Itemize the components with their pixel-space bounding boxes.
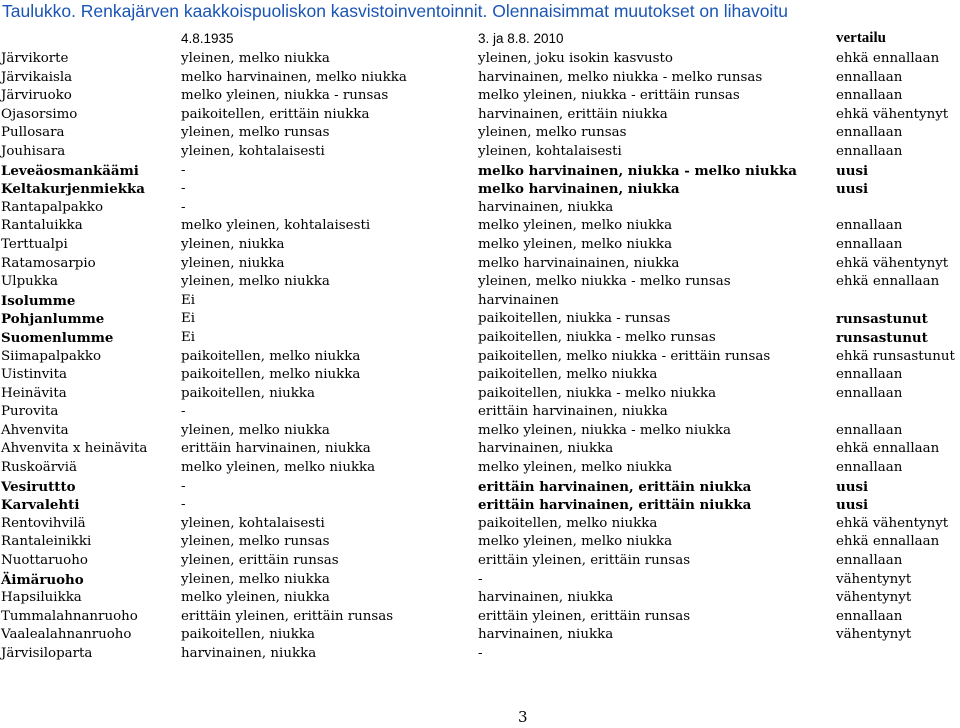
comparison-value: vähentynyt bbox=[836, 571, 912, 587]
table-row bbox=[0, 626, 960, 645]
status-1935: melko yleinen, melko niukka bbox=[181, 460, 376, 476]
status-1935: harvinainen, niukka bbox=[181, 646, 317, 661]
status-2010: melko yleinen, melko niukka bbox=[478, 460, 673, 476]
status-1935: erittäin harvinainen, niukka bbox=[181, 441, 371, 457]
header-2010: 3. ja 8.8. 2010 bbox=[478, 31, 564, 46]
status-1935: - bbox=[181, 181, 186, 197]
comparison-value: ehkä vähentynyt bbox=[836, 515, 949, 531]
status-1935: melko yleinen, kohtalaisesti bbox=[181, 218, 371, 234]
status-2010: harvinainen, niukka bbox=[478, 441, 614, 457]
comparison-value: ehkä vähentynyt bbox=[836, 106, 949, 122]
status-1935: paikoitellen, melko niukka bbox=[181, 348, 361, 364]
table-row bbox=[0, 87, 960, 106]
comparison-value: ehkä ennallaan bbox=[836, 441, 940, 457]
table-row bbox=[0, 329, 960, 348]
status-1935: - bbox=[181, 497, 186, 513]
species-name: Vesiruttto bbox=[1, 478, 76, 495]
table-row bbox=[0, 589, 960, 608]
status-2010: melko yleinen, melko niukka bbox=[478, 218, 673, 234]
table-row bbox=[0, 180, 960, 199]
table-row bbox=[0, 199, 960, 218]
page-number: 3 bbox=[518, 708, 528, 726]
status-1935: yleinen, kohtalaisesti bbox=[181, 515, 325, 531]
comparison-value: ennallaan bbox=[836, 69, 903, 85]
status-2010: melko harvinainen, niukka bbox=[478, 181, 680, 198]
status-1935: melko yleinen, niukka - runsas bbox=[181, 88, 389, 104]
page-title: Taulukko. Renkajärven kaakkoispuoliskon kasvistoinventoinnit. Olennaisimmat muutokset on lihavoitu bbox=[2, 1, 788, 21]
species-name: Ahvenvita bbox=[1, 422, 69, 438]
table-row bbox=[0, 478, 960, 497]
table-row bbox=[0, 385, 960, 404]
status-2010: harvinainen, niukka bbox=[478, 199, 614, 215]
status-2010: paikoitellen, niukka - melko niukka bbox=[478, 385, 717, 401]
status-1935: yleinen, melko runsas bbox=[181, 125, 330, 141]
status-1935: yleinen, erittäin runsas bbox=[181, 553, 339, 569]
species-name: Vaalealahnanruoho bbox=[1, 627, 132, 643]
comparison-value: ennallaan bbox=[836, 236, 903, 252]
table-row bbox=[0, 533, 960, 552]
comparison-value: ennallaan bbox=[836, 218, 903, 234]
status-2010: erittäin harvinainen, niukka bbox=[478, 404, 668, 420]
species-name: Terttualpi bbox=[1, 236, 68, 252]
table-row bbox=[0, 273, 960, 292]
status-2010: melko yleinen, melko niukka bbox=[478, 236, 673, 252]
species-name: Rentovihvilä bbox=[1, 515, 86, 531]
status-2010: paikoitellen, melko niukka bbox=[478, 367, 658, 383]
table-row bbox=[0, 403, 960, 422]
species-name: Ojasorsimo bbox=[1, 106, 78, 122]
status-2010: yleinen, melko niukka - melko runsas bbox=[478, 274, 731, 290]
status-1935: yleinen, niukka bbox=[181, 236, 285, 252]
status-2010: yleinen, joku isokin kasvusto bbox=[478, 51, 673, 66]
comparison-value: ehkä vähentynyt bbox=[836, 255, 949, 271]
status-1935: - bbox=[181, 404, 186, 420]
status-2010: harvinainen bbox=[478, 292, 559, 308]
table-row bbox=[0, 292, 960, 311]
species-name: Jouhisara bbox=[1, 143, 66, 159]
status-1935: melko harvinainen, melko niukka bbox=[181, 69, 407, 85]
header-comparison: vertailu bbox=[836, 30, 886, 46]
status-1935: yleinen, melko runsas bbox=[181, 534, 330, 550]
status-2010: melko yleinen, niukka - erittäin runsas bbox=[478, 88, 740, 104]
status-1935: erittäin yleinen, erittäin runsas bbox=[181, 608, 394, 624]
species-name: Tummalahnanruoho bbox=[1, 608, 138, 624]
table-row bbox=[0, 310, 960, 329]
status-2010: harvinainen, niukka bbox=[478, 590, 614, 606]
comparison-value: ennallaan bbox=[836, 553, 903, 569]
status-2010: erittäin harvinainen, erittäin niukka bbox=[478, 497, 752, 514]
table-row bbox=[0, 552, 960, 571]
table-row bbox=[0, 348, 960, 367]
comparison-value: runsastunut bbox=[836, 329, 928, 346]
table-row bbox=[0, 106, 960, 125]
status-1935: yleinen, melko niukka bbox=[181, 51, 330, 66]
comparison-value: ennallaan bbox=[836, 385, 903, 401]
status-1935: yleinen, melko niukka bbox=[181, 274, 330, 290]
header-1935: 4.8.1935 bbox=[181, 31, 234, 46]
status-1935: Ei bbox=[181, 292, 196, 308]
comparison-value: ennallaan bbox=[836, 143, 903, 159]
status-1935: paikoitellen, melko niukka bbox=[181, 367, 361, 383]
species-name: Purovita bbox=[1, 404, 59, 420]
table-row bbox=[0, 162, 960, 181]
status-1935: Ei bbox=[181, 329, 196, 345]
table-row bbox=[0, 236, 960, 255]
status-2010: harvinainen, erittäin niukka bbox=[478, 106, 668, 122]
comparison-value: ennallaan bbox=[836, 125, 903, 141]
comparison-value: ennallaan bbox=[836, 422, 903, 438]
status-1935: - bbox=[181, 162, 186, 178]
table-row bbox=[0, 496, 960, 515]
comparison-value: ehkä ennallaan bbox=[836, 534, 940, 550]
species-name: Uistinvita bbox=[1, 367, 67, 383]
status-1935: yleinen, kohtalaisesti bbox=[181, 143, 325, 159]
status-2010: paikoitellen, melko niukka bbox=[478, 515, 658, 531]
table-row bbox=[0, 608, 960, 627]
species-name: Järvisiloparta bbox=[1, 646, 93, 661]
species-name: Suomenlumme bbox=[1, 329, 114, 346]
status-1935: paikoitellen, niukka bbox=[181, 627, 315, 643]
table-row bbox=[0, 217, 960, 236]
comparison-value: ehkä ennallaan bbox=[836, 51, 940, 66]
species-name: Keltakurjenmiekka bbox=[1, 181, 145, 198]
status-1935: yleinen, melko niukka bbox=[181, 571, 330, 587]
status-2010: harvinainen, melko niukka - melko runsas bbox=[478, 69, 763, 85]
status-2010: melko harvinainainen, niukka bbox=[478, 255, 680, 271]
status-1935: Ei bbox=[181, 311, 196, 327]
species-name: Pullosara bbox=[1, 125, 65, 141]
table-row bbox=[0, 255, 960, 274]
status-1935: - bbox=[181, 478, 186, 494]
table-row bbox=[0, 459, 960, 478]
species-name: Ratamosarpio bbox=[1, 255, 96, 271]
comparison-value: ennallaan bbox=[836, 367, 903, 383]
status-2010: erittäin yleinen, erittäin runsas bbox=[478, 553, 691, 569]
species-name: Järviruoko bbox=[1, 88, 72, 104]
status-2010: melko yleinen, niukka - melko niukka bbox=[478, 422, 731, 438]
status-2010: erittäin yleinen, erittäin runsas bbox=[478, 608, 691, 624]
comparison-value: uusi bbox=[836, 181, 869, 198]
status-2010: harvinainen, niukka bbox=[478, 627, 614, 643]
status-2010: - bbox=[478, 571, 483, 587]
status-2010: melko yleinen, melko niukka bbox=[478, 534, 673, 550]
status-2010: paikoitellen, niukka - melko runsas bbox=[478, 329, 716, 345]
status-1935: paikoitellen, niukka bbox=[181, 385, 315, 401]
table-row bbox=[0, 515, 960, 534]
species-name: Karvalehti bbox=[1, 497, 80, 514]
status-2010: - bbox=[478, 646, 483, 661]
species-name: Rantapalpakko bbox=[1, 199, 104, 215]
status-1935: melko yleinen, niukka bbox=[181, 590, 330, 606]
comparison-value: vähentynyt bbox=[836, 627, 912, 643]
species-name: Rantaluikka bbox=[1, 218, 83, 234]
species-name: Leveäosmankäämi bbox=[1, 162, 139, 179]
table-row bbox=[0, 440, 960, 459]
species-name: Siimapalpakko bbox=[1, 348, 102, 364]
species-table bbox=[0, 50, 960, 664]
comparison-value: runsastunut bbox=[836, 311, 928, 328]
status-1935: - bbox=[181, 199, 186, 215]
table-row bbox=[0, 69, 960, 88]
comparison-value: ennallaan bbox=[836, 460, 903, 476]
comparison-value: ennallaan bbox=[836, 608, 903, 624]
species-name: Nuottaruoho bbox=[1, 553, 88, 569]
comparison-value: ehkä ennallaan bbox=[836, 274, 940, 290]
species-name: Hapsiluikka bbox=[1, 590, 82, 606]
species-name: Äimäruoho bbox=[1, 571, 84, 588]
comparison-value: uusi bbox=[836, 162, 869, 179]
species-name: Heinävita bbox=[1, 385, 67, 401]
species-name: Isolumme bbox=[1, 292, 76, 309]
table-row bbox=[0, 571, 960, 590]
status-2010: melko harvinainen, niukka - melko niukka bbox=[478, 162, 797, 179]
table-row bbox=[0, 366, 960, 385]
status-1935: paikoitellen, erittäin niukka bbox=[181, 106, 370, 122]
status-2010: erittäin harvinainen, erittäin niukka bbox=[478, 478, 752, 495]
table-row bbox=[0, 143, 960, 162]
status-2010: paikoitellen, niukka - runsas bbox=[478, 311, 671, 327]
table-row bbox=[0, 124, 960, 143]
species-name: Ruskoärviä bbox=[1, 460, 77, 476]
species-name: Järvikaisla bbox=[1, 69, 73, 85]
status-1935: yleinen, niukka bbox=[181, 255, 285, 271]
status-2010: yleinen, melko runsas bbox=[478, 125, 627, 141]
comparison-value: uusi bbox=[836, 497, 869, 514]
table-row bbox=[0, 50, 960, 69]
species-name: Pohjanlumme bbox=[1, 311, 105, 328]
status-2010: yleinen, kohtalaisesti bbox=[478, 143, 622, 159]
comparison-value: uusi bbox=[836, 478, 869, 495]
species-name: Ulpukka bbox=[1, 274, 58, 290]
comparison-value: vähentynyt bbox=[836, 590, 912, 606]
species-name: Järvikorte bbox=[1, 51, 69, 66]
table-row bbox=[0, 422, 960, 441]
comparison-value: ehkä runsastunut bbox=[836, 348, 955, 364]
status-1935: yleinen, melko niukka bbox=[181, 422, 330, 438]
table-row bbox=[0, 645, 960, 664]
species-name: Rantaleinikki bbox=[1, 534, 92, 550]
comparison-value: ennallaan bbox=[836, 88, 903, 104]
status-2010: paikoitellen, melko niukka - erittäin runsas bbox=[478, 348, 771, 364]
species-name: Ahvenvita x heinävita bbox=[1, 441, 148, 457]
